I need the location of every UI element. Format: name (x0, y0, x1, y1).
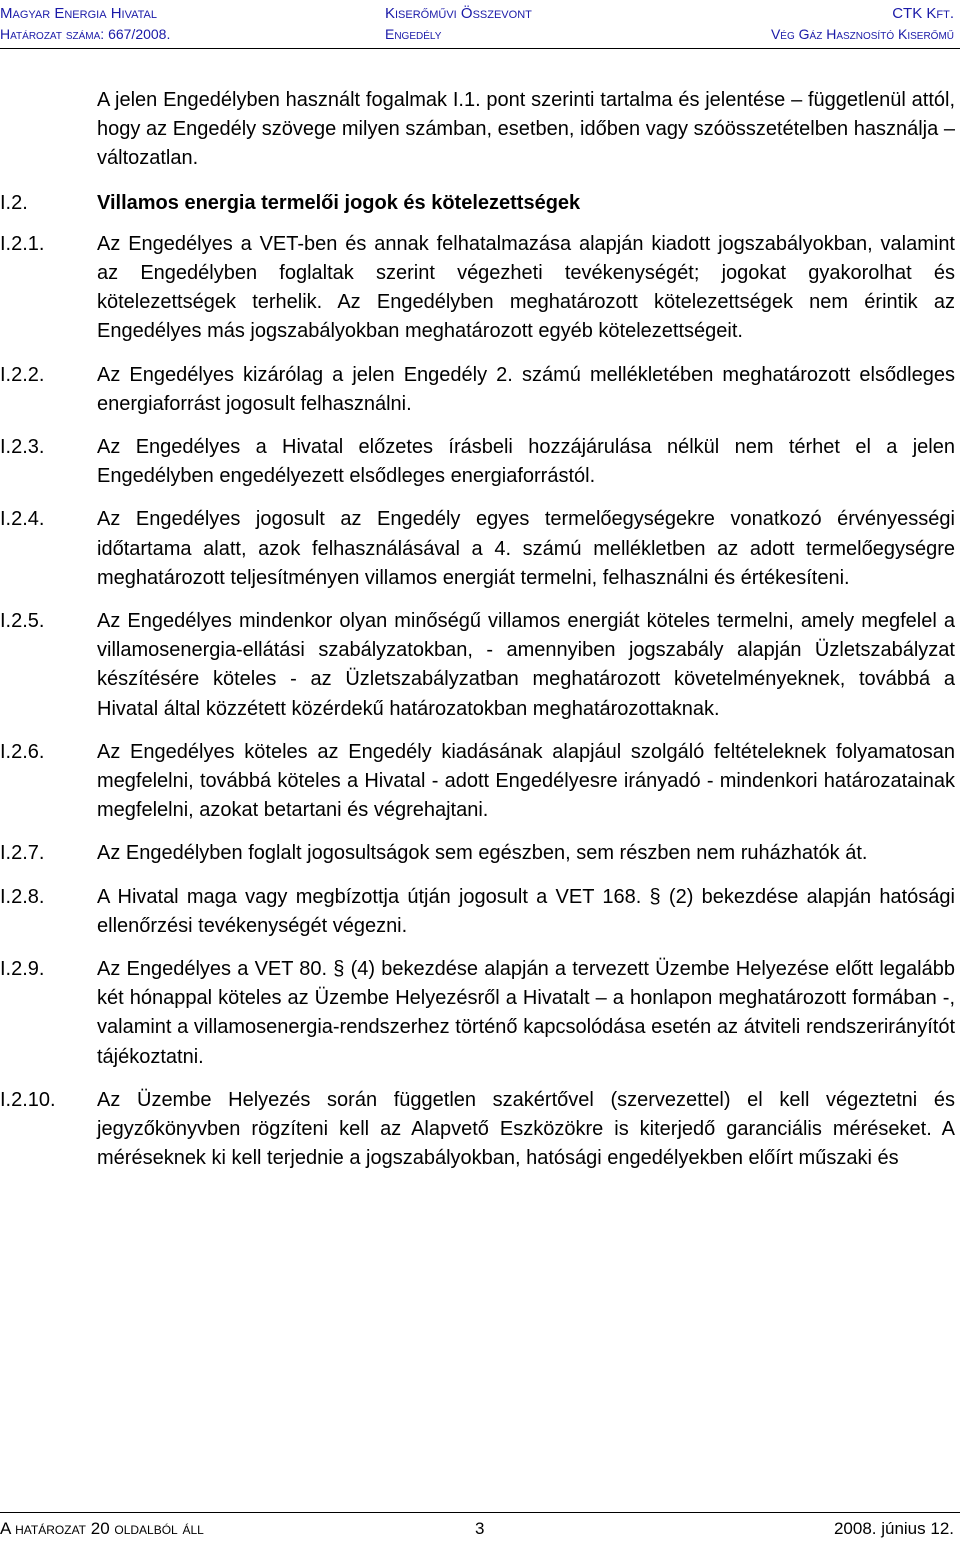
section-number: I.2. (0, 191, 28, 214)
clause-number: I.2.3. (0, 436, 45, 459)
clause-number: I.2.7. (0, 842, 45, 865)
footer-page-number: 3 (475, 1519, 485, 1538)
clause-text: Az Engedélyben foglalt jogosultságok sem egészben, sem részben nem ruházhatók át. (97, 842, 868, 865)
clause-number: I.2.1. (0, 232, 45, 255)
header-row-2 (0, 24, 960, 44)
clause-text: Az Engedélyes a Hivatal előzetes írásbeli hozzájárulása nélkül nem térhet el a jelen Engedélyben engedélyezett elsődleges energiaforrástól. (97, 436, 955, 488)
header-document-type: Kiserőművi Összevont (385, 5, 532, 22)
clause-text: Az Engedélyes a VET-ben és annak felhatalmazása alapján kiadott jogszabályokban, valamint az Engedélyben foglaltak szerint végezheti tevékenységét; jogokat gyakorolhat és kötelezettségek terhelik. Az Engedélyben meghatározott kötelezettségek nem érintik az Engedélyes más jogszabályokban meghatározott egyéb kötelezettségeit. (97, 232, 955, 343)
footer-page-count: A határozat 20 oldalból áll (0, 1519, 204, 1538)
clause-item (0, 607, 960, 724)
header-authority: Magyar Energia Hivatal (0, 5, 157, 22)
clause-item (0, 230, 960, 347)
header-decision-number: Határozat száma: 667/2008. (0, 26, 171, 42)
clause-number: I.2.2. (0, 363, 45, 386)
clause-text: Az Engedélyes kizárólag a jelen Engedély 2. számú mellékletében meghatározott elsődleges energiaforrást jogosult felhasználni. (97, 363, 955, 415)
section-title: Villamos energia termelői jogok és kötelezettségek (97, 191, 581, 214)
clause-item (0, 955, 960, 1072)
clause-item (0, 505, 960, 593)
clause-number: I.2.8. (0, 885, 45, 908)
footer-date: 2008. június 12. (833, 1519, 954, 1538)
clause-number: I.2.9. (0, 958, 45, 981)
intro-paragraph: A jelen Engedélyben használt fogalmak I.1. pont szerinti tartalma és jelentése – függetlenül attól, hogy az Engedély szövege milyen számban, esetben, időben vagy szóösszetételben használja – változatlan. (97, 89, 955, 170)
document-body (0, 86, 960, 1188)
clause-number: I.2.5. (0, 610, 45, 633)
header-plant-name: Vég Gáz Hasznosító Kiserőmű (770, 26, 954, 42)
clause-item (0, 433, 960, 491)
page-footer (0, 1512, 960, 1541)
clause-number: I.2.4. (0, 508, 45, 531)
clause-item (0, 883, 960, 941)
clause-item (0, 1086, 960, 1174)
clause-text: Az Üzembe Helyezés során független szakértővel (szervezettel) el kell végeztetni és jegyzőkönyvben rögzíteni kell az Alapvető Eszközökre is kiterjedő garanciális méréseket. A méréseknek ki kell terjednie a jogszabályokban, hatósági engedélyekben előírt műszaki és (97, 1088, 955, 1170)
clause-text: Az Engedélyes mindenkor olyan minőségű villamos energiát köteles termelni, amely megfelel a villamosenergia-ellátási szabályzatokban, - amennyiben jogszabály alapján Üzletszabályzat készítésére köteles - az Üzletszabályzatban meghatározott követelményeknek, továbbá a Hivatal által közzétett közérdekű határozatokban meghatározottaknak. (97, 610, 955, 720)
clause-item (0, 839, 960, 868)
section-heading (0, 189, 960, 218)
clause-text: Az Engedélyes köteles az Engedély kiadásának alapjául szolgáló feltételeknek folyamatosan megfelelni, továbbá köteles a Hivatal - adott Engedélyesre irányadó - mindenkori határozatainak megfelelni, azokat betartani és végrehajtani. (97, 740, 955, 822)
header-row-1 (0, 4, 960, 24)
header-document-type-2: Engedély (385, 26, 442, 42)
clause-number: I.2.10. (0, 1088, 56, 1111)
clause-text: Az Engedélyes a VET 80. § (4) bekezdése alapján a tervezett Üzembe Helyezése előtt legalább két hónappal köteles az Üzembe Helyezésről a Hivatalt – a honlapon meghatározott formában -, valamint a villamosenergia-rendszerhez történő kapcsolódása esetén az átviteli rendszerirányítót tájékoztatni. (97, 958, 955, 1068)
header-company: CTK Kft. (892, 5, 954, 22)
clause-item (0, 361, 960, 419)
clause-number: I.2.6. (0, 740, 45, 763)
page-header (0, 4, 960, 49)
clause-item (0, 738, 960, 826)
clause-text: A Hivatal maga vagy megbízottja útján jogosult a VET 168. § (2) bekezdése alapján hatósági ellenőrzési tevékenységét végezni. (97, 885, 955, 937)
clause-text: Az Engedélyes jogosult az Engedély egyes termelőegységekre vonatkozó érvényességi időtartama alatt, azok felhasználásával a 4. számú mellékletben az adott termelőegységre meghatározott teljesítményen villamos energiát termelni, felhasználni és értékesíteni. (97, 508, 955, 589)
